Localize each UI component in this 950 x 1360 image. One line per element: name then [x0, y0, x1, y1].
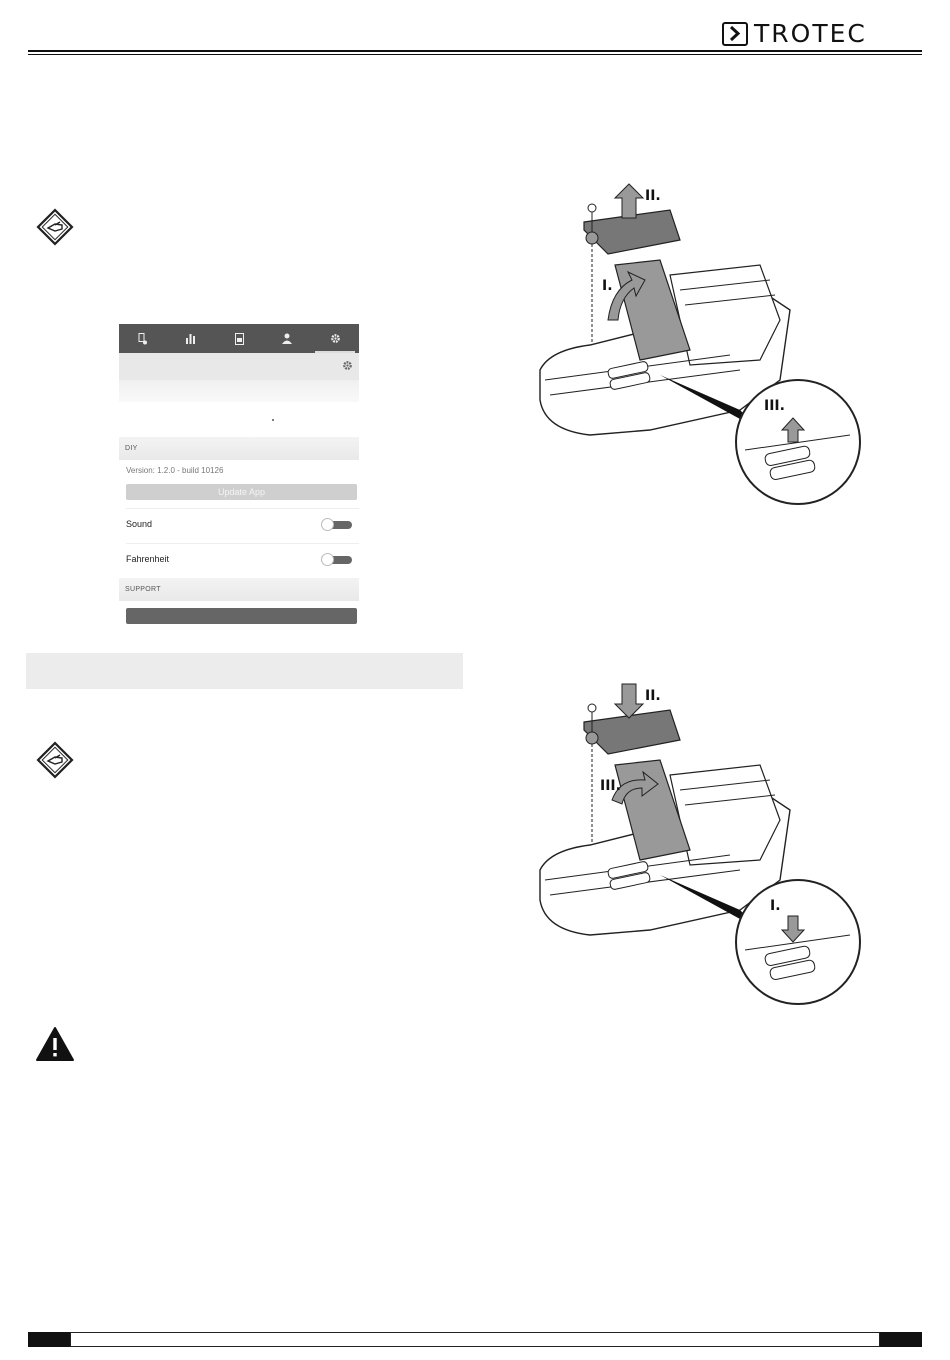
update-app-button[interactable]: Update App — [126, 484, 357, 500]
user-icon — [281, 333, 293, 344]
battery-removal-illustration — [530, 180, 870, 515]
fahrenheit-label: Fahrenheit — [126, 554, 170, 564]
footer-bar — [70, 1332, 880, 1347]
settings-gear-icon[interactable] — [342, 360, 353, 371]
tab-chart[interactable] — [167, 324, 215, 353]
gear-icon — [330, 333, 341, 344]
toggle-knob — [321, 518, 334, 531]
app-tab-bar — [119, 324, 359, 353]
tab-customer[interactable] — [263, 324, 311, 353]
app-subheader — [119, 380, 359, 402]
app-settings-screenshot — [119, 324, 359, 628]
step-label: I. — [770, 898, 781, 914]
device-icon — [138, 333, 148, 345]
battery-insertion-illustration — [530, 680, 870, 1015]
divider — [126, 543, 359, 544]
tab-report[interactable] — [215, 324, 263, 353]
step-label: II. — [645, 688, 661, 704]
support-button[interactable] — [126, 608, 357, 624]
document-icon — [235, 333, 244, 345]
warning-triangle-icon — [35, 1026, 75, 1062]
tab-device[interactable] — [119, 324, 167, 353]
section-heading-band — [26, 653, 463, 689]
brand-name: TROTEC — [754, 19, 867, 48]
toggle-knob — [321, 553, 334, 566]
sound-toggle[interactable] — [322, 521, 352, 529]
footer-bar-right — [880, 1332, 922, 1347]
tab-settings[interactable] — [311, 324, 359, 353]
bar-chart-icon — [185, 333, 197, 344]
section-support: SUPPORT — [119, 578, 359, 601]
sound-label: Sound — [126, 519, 153, 529]
header-rule — [28, 50, 922, 52]
note-hand-icon — [36, 741, 74, 779]
step-label: III. — [764, 398, 785, 414]
note-hand-icon — [36, 208, 74, 246]
section-diy: DIY — [119, 437, 359, 460]
footer-bar-left — [28, 1332, 70, 1347]
step-label: III. — [600, 778, 621, 794]
trotec-logo — [722, 19, 922, 48]
divider — [126, 508, 359, 509]
logo-chevron-icon — [722, 22, 748, 46]
dot-marker — [272, 419, 274, 421]
step-label: II. — [645, 188, 661, 204]
fahrenheit-toggle[interactable] — [322, 556, 352, 564]
header-rule-thin — [28, 54, 922, 55]
app-header — [119, 353, 359, 380]
version-text: Version: 1.2.0 - build 10126 — [126, 466, 224, 475]
step-label: I. — [602, 278, 613, 294]
